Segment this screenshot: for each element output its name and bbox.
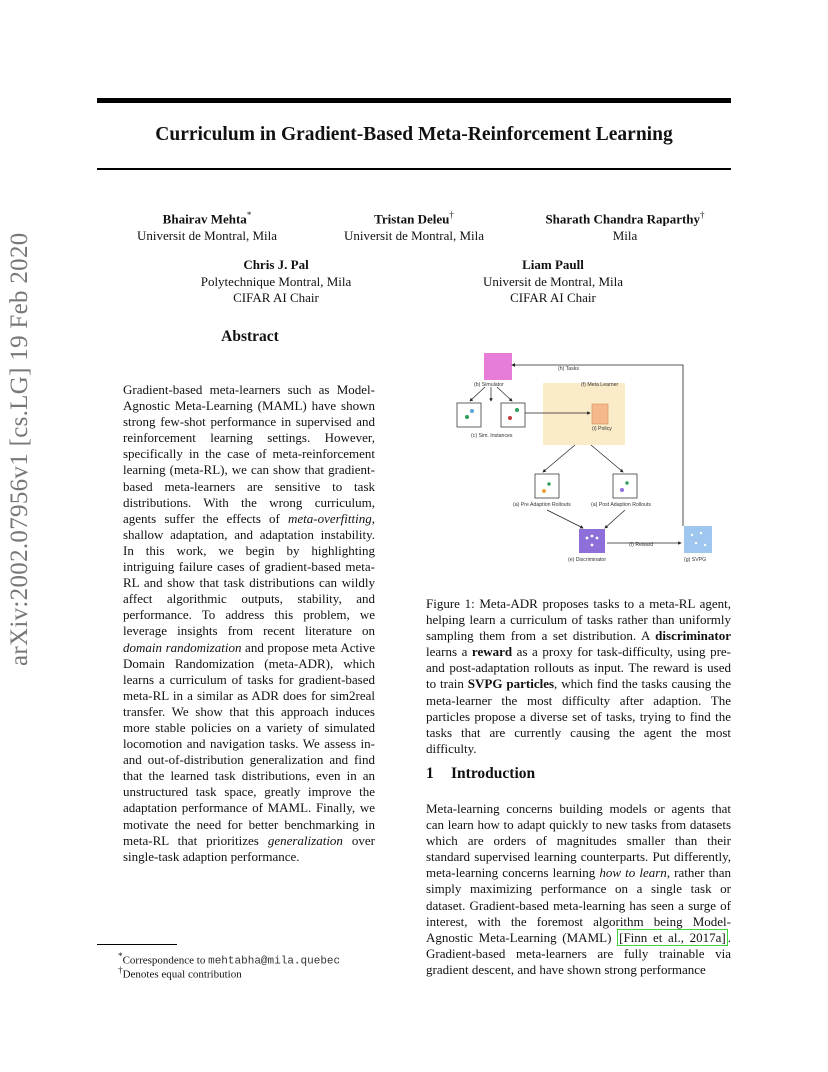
intro-text bbox=[426, 801, 731, 978]
meta-learner-panel bbox=[543, 383, 625, 445]
intro-part: Meta-learning concerns building models or agents that can learn how to adapt quickly to new tasks from datasets which are orders of magnitudes smaller than their standard supervised learning counterparts. Put differently, meta-learning concerns learning bbox=[426, 801, 731, 881]
paper-title: Curriculum in Gradient-Based Meta-Reinforcement Learning bbox=[155, 124, 673, 145]
rollout-arrow bbox=[547, 510, 583, 528]
footnote-mark: * bbox=[118, 951, 123, 961]
footnote-equal bbox=[118, 963, 242, 982]
caption-part: Figure 1: Meta-ADR proposes tasks to a meta-RL agent, helping learn a curriculum of tasks rather than uniformly sampling them from a set distribution. A bbox=[426, 596, 731, 644]
robot-dot bbox=[625, 481, 628, 484]
author-affiliation: Universit de Montral, Mila bbox=[343, 227, 485, 243]
caption-part: , which find the tasks causing the meta-learner the most difficulty after adaption. The particles propose a diverse set of tasks, trying to find the tasks that are currently causing the agent the most difficulty. bbox=[426, 676, 731, 756]
author-name: Bhairav Mehta bbox=[162, 211, 247, 227]
email-link[interactable]: mehtabha@mila.quebec bbox=[208, 955, 341, 968]
abstract-text bbox=[123, 382, 375, 865]
author-mark: † bbox=[449, 210, 454, 220]
discriminator-box bbox=[579, 529, 605, 553]
network-node bbox=[591, 544, 594, 547]
label-svpg: (g) SVPG bbox=[684, 557, 707, 563]
abstract-part: Gradient-based meta-learners such as Model-Agnostic Meta-Learning (MAML) have shown strong few-shot performance in supervised and reinforcement learning settings. However, specifically in the case of meta-reinforcement learning (meta-RL), we can show that gradient-based meta-learners are sensitive to task distributions. With the wrong curriculum, agents suffer the effects of bbox=[123, 382, 375, 526]
label-meta-learner: (f) Meta Learner bbox=[581, 382, 619, 388]
label-discriminator: (e) Discriminator bbox=[568, 557, 607, 563]
rollout-arrow bbox=[605, 510, 625, 528]
abstract-emphasis: generalization bbox=[267, 832, 343, 848]
robot-dot bbox=[542, 489, 546, 493]
particle-dot bbox=[700, 532, 702, 534]
policy-box bbox=[592, 404, 608, 424]
author-name: Tristan Deleu bbox=[374, 211, 450, 227]
robot-dot bbox=[470, 409, 474, 413]
section-title: Introduction bbox=[451, 765, 536, 782]
robot-dot bbox=[508, 416, 512, 420]
policy-arrow bbox=[543, 445, 575, 472]
abstract-part: over single-task adaption performance. bbox=[123, 832, 376, 864]
abstract-emphasis: domain randomization bbox=[123, 639, 242, 655]
author-block bbox=[462, 257, 644, 307]
pre-rollout-box bbox=[535, 474, 559, 498]
author-affiliation: Polytechnique Montral, Mila bbox=[200, 273, 352, 289]
sim-instance-box bbox=[501, 403, 525, 427]
caption-bold: discriminator bbox=[655, 628, 731, 644]
particle-dot bbox=[695, 542, 697, 544]
author-affiliation: Universit de Montral, Mila bbox=[136, 227, 278, 243]
author-mark: † bbox=[700, 210, 705, 220]
abstract-heading: Abstract bbox=[221, 328, 279, 345]
caption-bold: reward bbox=[471, 644, 513, 660]
top-rule bbox=[97, 98, 731, 103]
arxiv-stamp: arXiv:2002.07956v1 [cs.LG] 19 Feb 2020 bbox=[6, 232, 33, 666]
network-node bbox=[586, 537, 589, 540]
label-policy: (i) Policy bbox=[592, 426, 612, 432]
author-name: Liam Paull bbox=[522, 257, 584, 272]
label-simulator: (b) Simulator bbox=[474, 382, 504, 388]
caption-part: learns a bbox=[426, 644, 472, 660]
author-affiliation: Universit de Montral, Mila bbox=[482, 273, 624, 289]
author-affiliation: CIFAR AI Chair bbox=[510, 290, 596, 305]
abstract-part: and propose meta Active Domain Randomization (meta-ADR), which learns a curriculum of tasks for gradient-based meta-RL in a similar as ADR does for sim2real transfer. We show that this approach induces more stable policies on a variety of simulated locomotion and navigation tasks. We assess in- and out-of-distribution generalization and find that the learned task distributions, even in an unstructured task space, greatly improve the adaptation performance of MAML. Finally, we motivate the need for better benchmarking in meta-RL that prioritizes bbox=[123, 639, 375, 848]
footnote-text: Denotes equal contribution bbox=[122, 968, 242, 981]
author-block bbox=[185, 257, 367, 307]
post-rollout-box bbox=[613, 474, 637, 498]
svpg-box bbox=[684, 526, 712, 553]
label-reward: (f) Reward bbox=[629, 542, 654, 548]
network-node bbox=[591, 535, 594, 538]
robot-dot bbox=[515, 408, 519, 412]
simulator-arrow bbox=[470, 387, 485, 401]
label-post-rollouts: (a) Post Adaption Rollouts bbox=[591, 502, 651, 508]
simulator-arrow bbox=[497, 387, 512, 401]
robot-dot bbox=[465, 415, 469, 419]
author-block bbox=[525, 207, 725, 244]
caption-bold: SVPG particles bbox=[467, 676, 555, 692]
particle-dot bbox=[691, 534, 693, 536]
author-name: Sharath Chandra Raparthy bbox=[545, 211, 701, 227]
footnote-rule bbox=[97, 944, 177, 945]
author-affiliation: Mila bbox=[612, 227, 638, 243]
intro-part: , rather than simply maximizing performance on a single task or dataset. Gradient-based meta-learning has seen a surge of interest, with the foremost algorithm being Model-Agnostic Meta-Learning (MAML) bbox=[426, 865, 731, 945]
intro-emphasis: how to learn bbox=[599, 865, 667, 881]
section-heading bbox=[426, 765, 535, 783]
author-name: Chris J. Pal bbox=[243, 257, 309, 272]
citation-link[interactable]: [Finn et al., 2017a] bbox=[619, 929, 726, 945]
abstract-part: , shallow adaptation, and adaptation instability. In this work, we begin by highlighting intriguing failure cases of gradient-based meta-RL and show that task distributions can wildly affect algorithmic outputs, stability, and performance. To address this problem, we leverage insights from recent literature on bbox=[123, 510, 375, 639]
network-node bbox=[596, 537, 599, 540]
author-mark: * bbox=[246, 210, 252, 220]
section-number: 1 bbox=[426, 765, 434, 782]
label-pre-rollouts: (a) Pre Adaption Rollouts bbox=[513, 502, 571, 508]
policy-arrow bbox=[591, 445, 623, 472]
sim-instance-box bbox=[457, 403, 481, 427]
tasks-box bbox=[484, 353, 512, 380]
figure-caption bbox=[426, 596, 731, 757]
robot-dot bbox=[620, 488, 624, 492]
footnote-mark: † bbox=[118, 965, 123, 975]
figure-diagram bbox=[455, 350, 725, 572]
title-rule bbox=[97, 168, 731, 170]
label-tasks: (h) Tasks bbox=[558, 366, 579, 372]
intro-part: . Gradient-based meta-learners are fully trainable via gradient descent, and have shown strong performance bbox=[426, 929, 731, 977]
label-sim-instances: (c) Sim. Instances bbox=[471, 433, 513, 439]
footnote-text: Correspondence to bbox=[122, 954, 209, 967]
author-block bbox=[324, 207, 504, 244]
author-affiliation: CIFAR AI Chair bbox=[233, 290, 319, 305]
particle-dot bbox=[704, 544, 706, 546]
robot-dot bbox=[547, 482, 550, 485]
author-block bbox=[117, 207, 297, 244]
caption-part: as a proxy for task-difficulty, using pre- and post-adaptation rollouts as input. The reward is used to train bbox=[426, 644, 731, 692]
abstract-emphasis: meta-overfitting bbox=[287, 510, 372, 526]
